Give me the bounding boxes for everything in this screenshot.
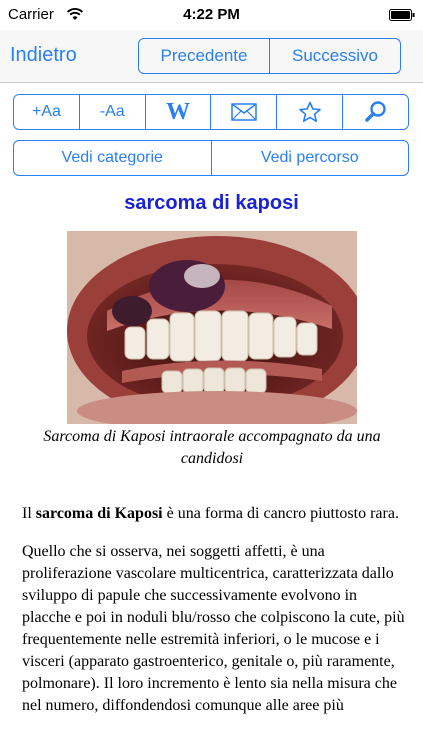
paragraph-1 [22, 503, 406, 525]
back-button[interactable]: Indietro [10, 44, 77, 66]
article-body [22, 503, 406, 733]
mail-button[interactable] [210, 95, 276, 129]
show-categories-button[interactable]: Vedi categorie [61, 149, 163, 166]
carrier-label: Carrier [8, 6, 54, 23]
paragraph-2: Quello che si osserva, nei soggetti affetti, è una proliferazione vascolare multicentrica, caratterizzata dallo sviluppo di papule che successivamente evolvono in placche e poi in noduli blu/rosso che colpiscono la cute, più frequentemente nelle estremità inferiori, o le mucose e i visceri (apparato gastroenterico, genitale o, più raramente, polmonare). Il loro incremento è lento sia nella misura che nel numero, diffondendosi comunque alle aree più [22, 543, 405, 714]
favorite-button[interactable] [276, 95, 342, 129]
paragraph-1-bold: sarcoma di Kaposi [35, 505, 163, 522]
paragraph-1-prefix: Il [22, 505, 36, 522]
star-icon [298, 101, 322, 123]
increase-font-button[interactable]: +Aa [31, 103, 61, 120]
mail-icon [231, 103, 257, 121]
article-photo[interactable] [67, 231, 357, 424]
intraoral-photo-image [67, 231, 357, 424]
wikipedia-button[interactable]: W [145, 95, 211, 129]
battery-icon [389, 9, 415, 21]
prev-next-segmented-control [138, 38, 401, 74]
search-button[interactable] [342, 95, 408, 129]
photo-caption: Sarcoma di Kaposi intraorale accompagnato da una candidosi [43, 428, 381, 467]
status-time: 4:22 PM [183, 6, 240, 23]
paragraph-1-suffix: è una forma di cancro piuttosto rara. [162, 505, 399, 522]
show-path-button[interactable]: Vedi percorso [211, 141, 409, 175]
next-button[interactable]: Successivo [269, 39, 400, 73]
category-buttons [13, 140, 409, 176]
article-toolbar [13, 94, 409, 130]
search-icon [364, 100, 388, 124]
article-title: sarcoma di kaposi [124, 192, 299, 214]
previous-button[interactable]: Precedente [160, 46, 248, 65]
decrease-font-button[interactable]: -Aa [79, 95, 145, 129]
status-bar [0, 0, 423, 30]
navigation-bar [0, 30, 423, 83]
